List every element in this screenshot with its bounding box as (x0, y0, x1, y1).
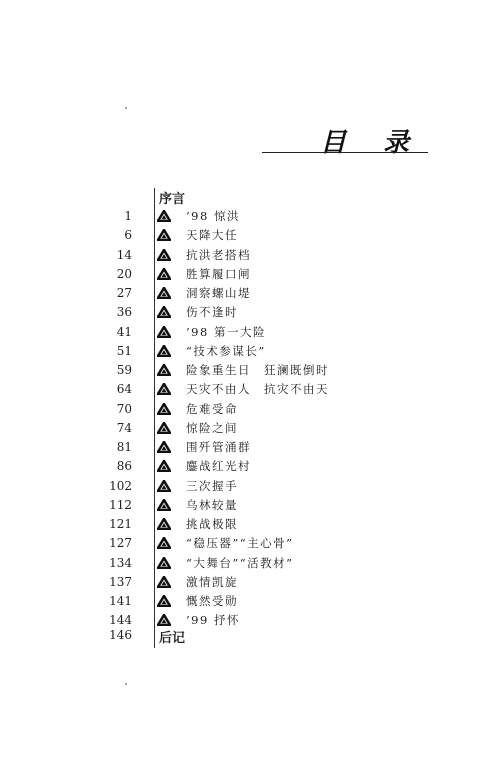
toc-entry (0, 516, 504, 534)
toc-entry (0, 285, 504, 303)
toc-entry-title: 三次握手 (186, 478, 238, 493)
toc-entry (0, 362, 504, 380)
toc-entry-page: 14 (116, 247, 132, 262)
triangle-bullet-icon (157, 614, 171, 626)
toc-entry (0, 555, 504, 573)
toc-entry-title: 乌林较量 (186, 497, 238, 512)
title-underline (262, 152, 428, 153)
toc-entry-title: 危难受命 (186, 401, 238, 416)
toc-entry-title: “技术参谋长” (186, 343, 266, 358)
triangle-bullet-icon (157, 306, 171, 318)
toc-entry-page: 137 (109, 574, 132, 589)
toc-entry-page: 59 (116, 363, 132, 377)
toc-entry-title: 胜算履口闸 (186, 266, 251, 281)
toc-entry (0, 304, 504, 322)
toc-title: 目 录 (320, 128, 424, 158)
toc-entry (0, 208, 504, 226)
toc-entry-page: 141 (109, 594, 132, 608)
toc-entry-page: 20 (116, 266, 132, 281)
toc-entry-page: 144 (109, 613, 132, 628)
toc-entry-title: 鏖战红光村 (186, 459, 251, 474)
triangle-bullet-icon (157, 249, 171, 261)
toc-entry-title: 伤不逢时 (186, 305, 238, 320)
toc-entry-page: 121 (109, 517, 132, 531)
triangle-bullet-icon (157, 422, 171, 434)
toc-entry (0, 227, 504, 245)
toc-entry-title: 慨然受勋 (186, 594, 238, 608)
toc-entry (0, 343, 504, 361)
toc-entry-title: 洞察螺山堤 (186, 286, 251, 300)
toc-entry-title: “大舞台”“活教材” (186, 555, 294, 570)
toc-entry (0, 324, 504, 342)
toc-entry-title: 惊险之间 (186, 420, 238, 435)
toc-entry (0, 574, 504, 592)
triangle-bullet-icon (157, 557, 171, 569)
toc-entry-title: 挑战极限 (186, 517, 238, 531)
toc-entry (0, 478, 504, 496)
toc-entry (0, 266, 504, 284)
toc-entry (0, 381, 504, 399)
toc-entry-title: ’99 抒怀 (186, 613, 240, 628)
toc-entry-page: 1 (124, 209, 132, 223)
toc-entry-page: 41 (116, 324, 132, 339)
toc-entry-page: 86 (116, 459, 132, 474)
toc-entry-page: 51 (116, 343, 132, 358)
speck (125, 107, 127, 109)
toc-entry (0, 401, 504, 419)
toc-entry-title: 天降大任 (186, 228, 238, 243)
toc-entry-title: 激情凯旋 (186, 574, 238, 589)
triangle-bullet-icon (157, 345, 171, 357)
toc-entry-page: 102 (109, 478, 132, 493)
triangle-bullet-icon (157, 480, 171, 492)
toc-entry-page: 64 (116, 382, 132, 397)
speck (125, 683, 127, 685)
triangle-bullet-icon (157, 287, 171, 299)
toc-entry-title: 天灾不由人 抗灾不由天 (186, 382, 329, 397)
triangle-bullet-icon (157, 229, 171, 241)
triangle-bullet-icon (157, 326, 171, 338)
toc-entry (0, 593, 504, 611)
toc-entry-title: 围歼管涌群 (186, 440, 251, 454)
triangle-bullet-icon (157, 460, 171, 472)
toc-entry-page: 74 (116, 420, 132, 435)
toc-entry-title: “稳压器”“主心骨” (186, 536, 294, 551)
toc-entry-title: 险象重生日 狂澜既倒时 (186, 363, 329, 377)
triangle-bullet-icon (157, 576, 171, 588)
toc-entry-title: ’98 第一大险 (186, 324, 266, 339)
toc-entry-page: 134 (109, 555, 132, 570)
toc-entry-title: 抗洪老搭档 (186, 247, 251, 262)
toc-entry-page: 6 (124, 228, 132, 243)
toc-entry-title: ’98 惊洪 (186, 209, 240, 223)
triangle-bullet-icon (157, 595, 171, 607)
preface-label: 序言 (159, 192, 186, 207)
toc-entry (0, 439, 504, 457)
triangle-bullet-icon (157, 210, 171, 222)
toc-entry-page: 81 (116, 440, 132, 454)
triangle-bullet-icon (157, 518, 171, 530)
toc-entry (0, 535, 504, 553)
toc-entry-page: 36 (116, 305, 132, 320)
toc-entry (0, 420, 504, 438)
toc-entry-page: 70 (116, 401, 132, 416)
afterword-label: 后记 (159, 631, 186, 646)
triangle-bullet-icon (157, 403, 171, 415)
toc-entry (0, 458, 504, 476)
toc-entry-page: 127 (109, 536, 132, 551)
triangle-bullet-icon (157, 268, 171, 280)
triangle-bullet-icon (157, 383, 171, 395)
toc-entry (0, 247, 504, 265)
triangle-bullet-icon (157, 499, 171, 511)
toc-entry (0, 497, 504, 515)
toc-entry-page: 27 (116, 286, 132, 300)
triangle-bullet-icon (157, 364, 171, 376)
afterword-page: 146 (109, 628, 132, 642)
toc-entry-page: 112 (109, 497, 132, 512)
afterword-row (0, 627, 504, 645)
triangle-bullet-icon (157, 537, 171, 549)
triangle-bullet-icon (157, 441, 171, 453)
